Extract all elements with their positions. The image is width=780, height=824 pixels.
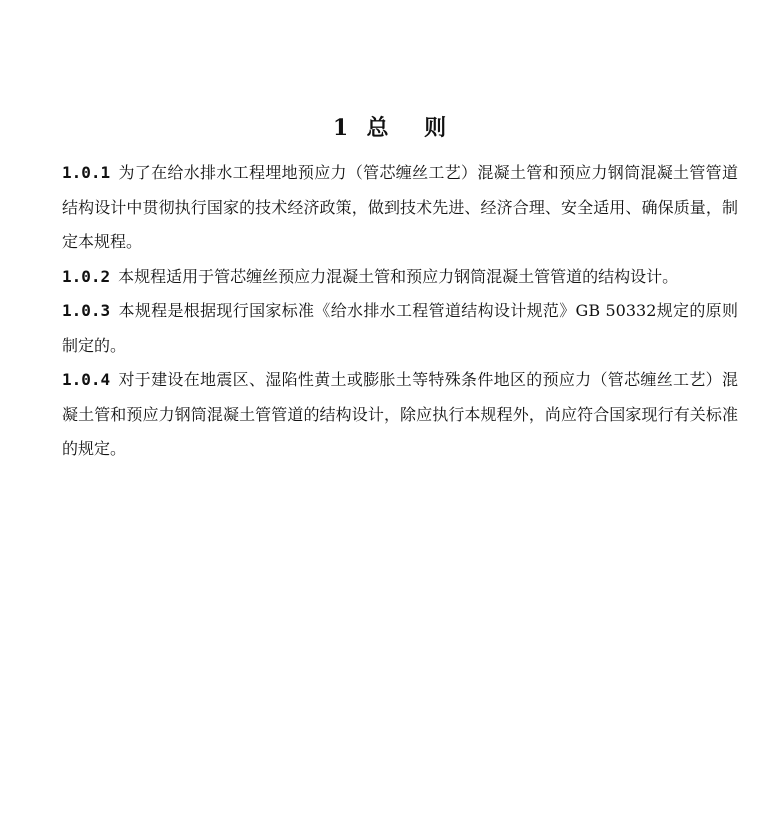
- clause-number: 1.0.1: [62, 163, 111, 182]
- clause-text: 对于建设在地震区、湿陷性黄土或膨胀土等特殊条件地区的预应力（管芯缠丝工艺）混凝土管和预应力钢筒混凝土管管道的结构设计，除应执行本规程外，尚应符合国家现行有关标准的规定。: [62, 370, 738, 458]
- clause-number: 1.0.2: [62, 266, 111, 286]
- clause-text: 为了在给水排水工程埋地预应力（管芯缠丝工艺）混凝土管和预应力钢筒混凝土管管道结构设计中贯彻执行国家的技术经济政策，做到技术先进、经济合理、安全适用、确保质量，制定本规程。: [62, 163, 738, 251]
- clause-list: [62, 156, 738, 467]
- clause-1-0-3: [62, 294, 738, 363]
- clause-1-0-2: [62, 260, 738, 295]
- clause-text: 本规程适用于管芯缠丝预应力混凝土管和预应力钢筒混凝土管管道的结构设计。: [118, 266, 679, 286]
- clause-number: 1.0.3: [62, 301, 111, 320]
- chapter-title: 1 总 则: [332, 115, 448, 141]
- clause-1-0-1: [62, 156, 738, 260]
- clause-number: 1.0.4: [62, 370, 111, 389]
- clause-1-0-4: [62, 363, 738, 467]
- clause-text: 本规程是根据现行国家标准《给水排水工程管道结构设计规范》GB 50332规定的原则制定的。: [62, 301, 738, 355]
